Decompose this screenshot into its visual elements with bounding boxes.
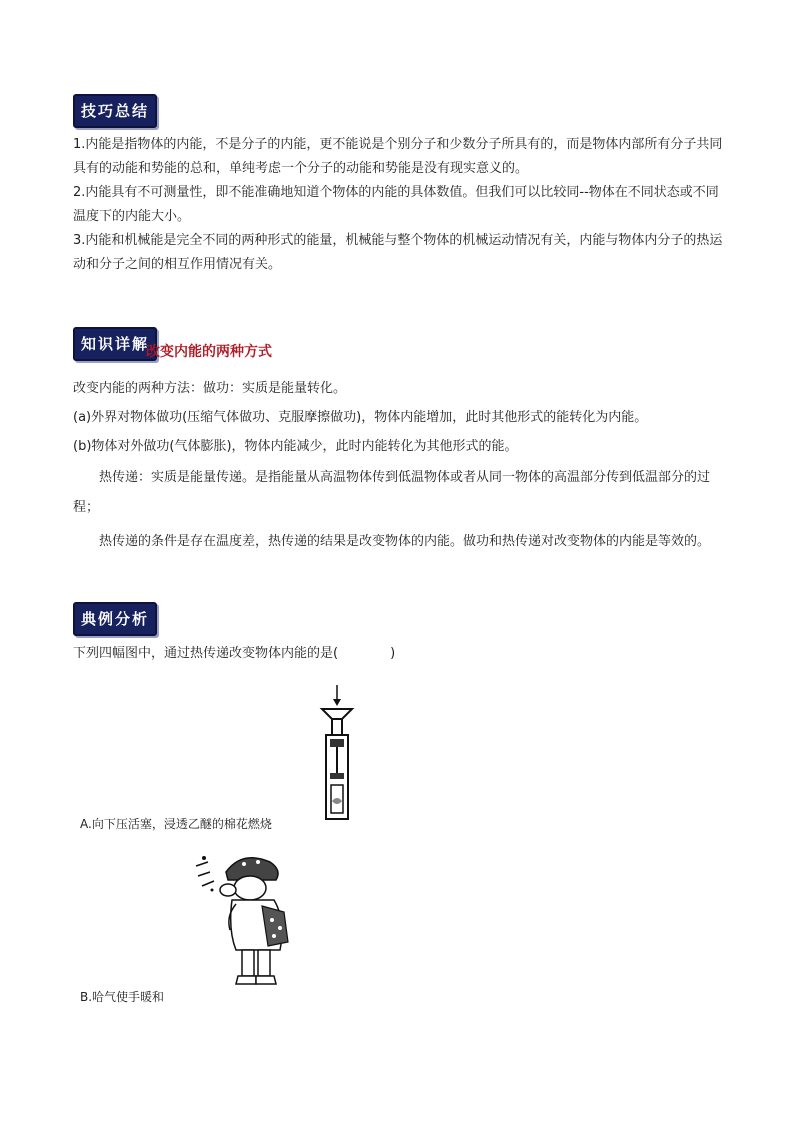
person-blowing-hands-figure <box>192 850 302 990</box>
tip-item-2: 2.内能具有不可测量性，即不能准确地知道个物体的内能的具体数值。但我们可以比较同--物体在不同状态或不同温度下的内能大小。 <box>73 185 719 224</box>
question-text: 下列四幅图中，通过热传递改变物体内能的是( ) <box>73 646 396 661</box>
option-b-caption: B.哈气使手暖和 <box>80 990 165 1004</box>
tips-summary-text <box>73 133 723 277</box>
detail-line-4: 热传递：实质是能量传递。是指能量从高温物体传到低温物体或者从同一物体的高温部分传到低温部分的过程； <box>73 470 711 515</box>
detail-line-1: 改变内能的两种方法：做功：实质是能量转化。 <box>73 381 347 396</box>
tip-item-3: 3.内能和机械能是完全不同的两种形式的能量，机械能与整个物体的机械运动情况有关，内能与物体内分子的热运动和分子之间的相互作用情况有关。 <box>73 233 723 272</box>
detail-line-2: (a)外界对物体做功(压缩气体做功、克服摩擦做功)，物体内能增加，此时其他形式的能转化为内能。 <box>73 410 648 425</box>
tips-summary-badge: 技巧总结 <box>73 94 157 128</box>
option-a-caption: A.向下压活塞，浸透乙醚的棉花燃烧 <box>80 817 272 831</box>
tip-item-1: 1.内能是指物体的内能，不是分子的内能，更不能说是个别分子和少数分子所具有的，而是物体内部所有分子共同具有的动能和势能的总和，单纯考虑一个分子的动能和势能是没有现实意义的。 <box>73 137 723 176</box>
detail-line-5: 热传递的条件是存在温度差，热传递的结果是改变物体的内能。做功和热传递对改变物体的内能是等效的。 <box>99 534 711 549</box>
section-title: 改变内能的两种方式 <box>146 344 272 360</box>
knowledge-detail-text <box>73 376 723 557</box>
piston-cylinder-figure <box>312 683 362 823</box>
knowledge-detail-badge: 知识详解 <box>73 327 157 361</box>
example-analysis-badge: 典例分析 <box>73 602 157 636</box>
detail-line-3: (b)物体对外做功(气体膨胀)，物体内能减少，此时内能转化为其他形式的能。 <box>73 439 518 454</box>
